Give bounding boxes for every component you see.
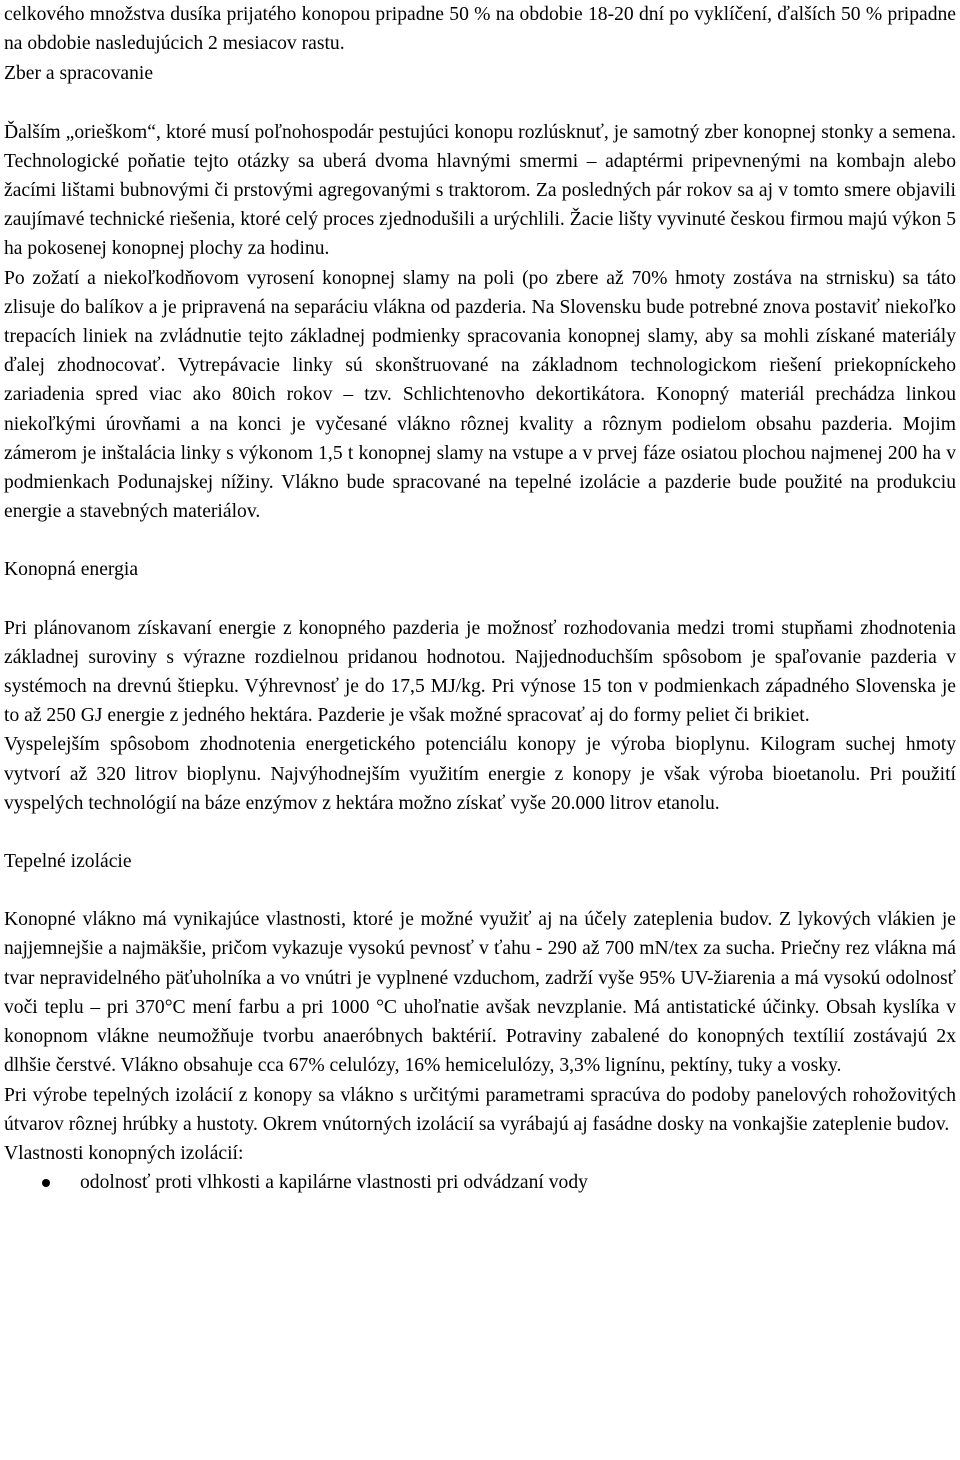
list-item [4, 1168, 956, 1197]
heading-zber-a-spracovanie: Zber a spracovanie [4, 63, 154, 85]
izolacie-paragraph-1: Konopné vlákno má vynikajúce vlastnosti, ktoré je možné využiť aj na účely zateplenia budov. Z lykových vlákien je najjemnejšie a najmäkšie, pričom vykazuje vysokú pevnosť v ťahu - 290 až 700 mN/tex za sucha. Priečny rez vlákna má tvar nepravidelného päťuholníka a vo vnútri je vyplnené vzduchom, zadrží vyše 95% UV-žiarenia a má vysokú odolnosť voči teplu – pri 370°C mení farbu a pri 1000 °C uhoľnatie avšak nevzplanie. Má antistatické účinky. Obsah kyslíka v konopnom vlákne neumožňuje tvorbu anaeróbnych baktérií. Potraviny zabalené do konopných textílií zostávajú 2x dlhšie čerstvé. Vlákno obsahuje cca 67% celulózy, 16% hemicelulózy, 3,3% lignínu, pektíny, tuky a vosky. [4, 909, 956, 1077]
bullet-icon [42, 1179, 50, 1187]
energia-paragraph-2: Vyspelejším spôsobom zhodnotenia energetického potenciálu konopy je výroba bioplynu. Kilogram suchej hmoty vytvorí až 320 litrov bioplynu. Najvýhodnejším využitím energie z konopy je však výroba bioetanolu. Pri použití vyspelých technológií na báze enzýmov z hektára možno získať vyše 20.000 litrov etanolu. [4, 734, 956, 814]
heading-konopna-energia: Konopná energia [4, 559, 139, 581]
zber-paragraph-2: Po zožatí a niekoľkodňovom vyrosení konopnej slamy na poli (po zbere až 70% hmoty zostáva na strnisku) sa táto zlisuje do balíkov a je pripravená na separáciu vlákna od pazderia. Na Slovensku bude potrebné znova postaviť niekoľko trepacích liniek na zvládnutie tejto základnej podmienky spracovania konopnej slamy, aby sa mohli získané materiály ďalej zhodnocovať. Vytrepávacie linky sú skonštruované na základnom technologickom riešení priekopníckeho zariadenia spred viac ako 80ich rokov – tzv. Schlichtenovho dekortikátora. Konopný materiál prechádza linkou niekoľkými úrovňami a na konci je vyčesané vlákno rôznej kvality a rôznym podielom obsahu pazderia. Mojim zámerom je inštalácia linky s výkonom 1,5 t konopnej slamy na vstupe a v prvej fáze osiatou plochou najmenej 200 ha v podmienkach Podunajskej nížiny. Vlákno bude spracované na tepelné izolácie a pazderie bude použité na produkciu energie a stavebných materiálov. [4, 267, 956, 523]
heading-tepelne-izolacie: Tepelné izolácie [4, 851, 132, 873]
zber-paragraph-1: Ďalším „orieškom“, ktoré musí poľnohospodár pestujúci konopu rozlúsknuť, je samotný zber konopnej stonky a semena. Technologické poňatie tejto otázky sa uberá dvoma hlavnými smermi – adaptérmi pripevnenými na kombajn alebo žacími lištami bubnovými či prstovými agregovanými s traktorom. Za posledných pár rokov sa aj v tomto smere objavili zaujímavé technické riešenia, ktoré celý proces zjednodušili a urýchlili. Žacie lišty vyvinuté českou firmou majú výkon 5 ha pokosenej konopnej plochy za hodinu. [4, 121, 956, 260]
izolacie-bullet-list [4, 1168, 956, 1197]
list-item-text: odolnosť proti vlhkosti a kapilárne vlastnosti pri odvádzaní vody [80, 1172, 588, 1194]
izolacie-list-intro: Vlastnosti konopných izolácií: [4, 1142, 244, 1164]
energia-paragraph-1: Pri plánovanom získavaní energie z konopného pazderia je možnosť rozhodovania medzi tromi stupňami zhodnotenia základnej suroviny s výrazne rozdielnou pridanou hodnotou. Najjednoduchším spôsobom je spaľovanie pazderia v systémoch na drevnú štiepku. Výhrevnosť je do 17,5 MJ/kg. Pri výnose 15 ton v podmienkach západného Slovenska je to až 250 GJ energie z jedného hektára. Pazderie je však možné spracovať aj do formy peliet či brikiet. [4, 617, 956, 727]
intro-paragraph: celkového množstva dusíka prijatého konopou pripadne 50 % na obdobie 18-20 dní po vyklíčení, ďalších 50 % pripadne na obdobie nasledujúcich 2 mesiacov rastu. [4, 4, 956, 55]
izolacie-paragraph-2: Pri výrobe tepelných izolácií z konopy sa vlákno s určitými parametrami spracúva do podoby panelových rohožovitých útvarov rôznej hrúbky a hustoty. Okrem vnútorných izolácií sa vyrábajú aj fasádne dosky na vonkajšie zateplenie budov. [4, 1084, 956, 1135]
